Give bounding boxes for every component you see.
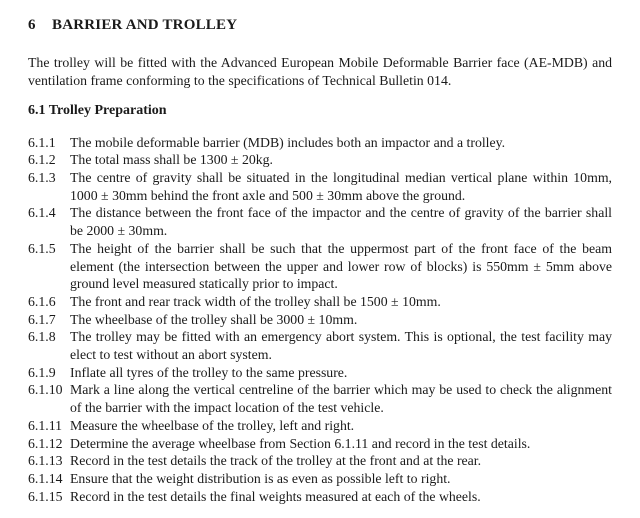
clause-number: 6.1.4 bbox=[28, 205, 56, 221]
clause-number: 6.1.6 bbox=[28, 293, 56, 309]
list-item bbox=[28, 435, 612, 453]
list-item bbox=[28, 470, 612, 488]
list-item bbox=[28, 151, 612, 169]
clause-number: 6.1.7 bbox=[28, 311, 56, 327]
clause-text: The centre of gravity shall be situated in the longitudinal median vertical plane within 10mm, 1000 ± 30mm behind the front axle and 500 ± 30mm above the ground. bbox=[70, 170, 612, 203]
list-item bbox=[28, 169, 612, 204]
section-number: 6 bbox=[28, 17, 36, 33]
clause-text: The wheelbase of the trolley shall be 3000 ± 10mm. bbox=[70, 311, 358, 327]
clause-text: Record in the test details the track of the trolley at the front and at the rear. bbox=[70, 453, 482, 469]
clause-text: Record in the test details the final weights measured at each of the wheels. bbox=[70, 488, 481, 504]
list-item bbox=[28, 311, 612, 329]
clause-number: 6.1.13 bbox=[28, 453, 63, 469]
clause-number: 6.1.5 bbox=[28, 240, 56, 256]
clause-text: Measure the wheelbase of the trolley, left and right. bbox=[70, 417, 355, 433]
clause-list bbox=[28, 134, 612, 506]
clause-text: The trolley may be fitted with an emergency abort system. This is optional, the test facility may elect to test without an abort system. bbox=[70, 329, 612, 363]
clause-number: 6.1.1 bbox=[28, 134, 56, 150]
clause-number: 6.1.8 bbox=[28, 329, 56, 345]
clause-text: Inflate all tyres of the trolley to the same pressure. bbox=[70, 364, 348, 380]
intro-paragraph: The trolley will be fitted with the Advanced European Mobile Deformable Barrier face (AE-MDB) and ventilation frame conforming to the specifications of Technical Bulletin 014. bbox=[28, 55, 612, 88]
clause-number: 6.1.15 bbox=[28, 488, 63, 504]
clause-number: 6.1.2 bbox=[28, 152, 56, 168]
section-title: BARRIER AND TROLLEY bbox=[52, 17, 238, 33]
clause-number: 6.1.10 bbox=[28, 382, 63, 398]
list-item bbox=[28, 417, 612, 435]
section-heading bbox=[28, 16, 612, 35]
clause-number: 6.1.9 bbox=[28, 364, 56, 380]
clause-text: Ensure that the weight distribution is as even as possible left to right. bbox=[70, 470, 451, 486]
clause-number: 6.1.14 bbox=[28, 470, 63, 486]
list-item bbox=[28, 488, 612, 506]
list-item bbox=[28, 452, 612, 470]
clause-text: The mobile deformable barrier (MDB) includes both an impactor and a trolley. bbox=[70, 134, 506, 150]
list-item bbox=[28, 204, 612, 239]
clause-number: 6.1.3 bbox=[28, 170, 56, 185]
list-item bbox=[28, 293, 612, 311]
clause-number: 6.1.11 bbox=[28, 417, 62, 433]
clause-text: Determine the average wheelbase from Section 6.1.11 and record in the test details. bbox=[70, 435, 531, 451]
list-item bbox=[28, 134, 612, 152]
list-item bbox=[28, 381, 612, 416]
clause-text: The front and rear track width of the trolley shall be 1500 ± 10mm. bbox=[70, 293, 441, 309]
clause-text: Mark a line along the vertical centreline of the barrier which may be used to check the alignment of the barrier with the impact location of the test vehicle. bbox=[70, 382, 612, 416]
clause-text: The total mass shall be 1300 ± 20kg. bbox=[70, 152, 273, 168]
subsection-heading: 6.1 Trolley Preparation bbox=[28, 102, 167, 118]
list-item bbox=[28, 364, 612, 382]
list-item bbox=[28, 240, 612, 293]
clause-text: The distance between the front face of the impactor and the centre of gravity of the barrier shall be 2000 ± 30mm. bbox=[70, 205, 612, 239]
list-item bbox=[28, 328, 612, 363]
clause-number: 6.1.12 bbox=[28, 435, 63, 451]
clause-text: The height of the barrier shall be such that the uppermost part of the front face of the beam element (the intersection between the upper and lower row of blocks) is 550mm ± 5mm above ground level measured statically prior to impact. bbox=[70, 240, 612, 292]
